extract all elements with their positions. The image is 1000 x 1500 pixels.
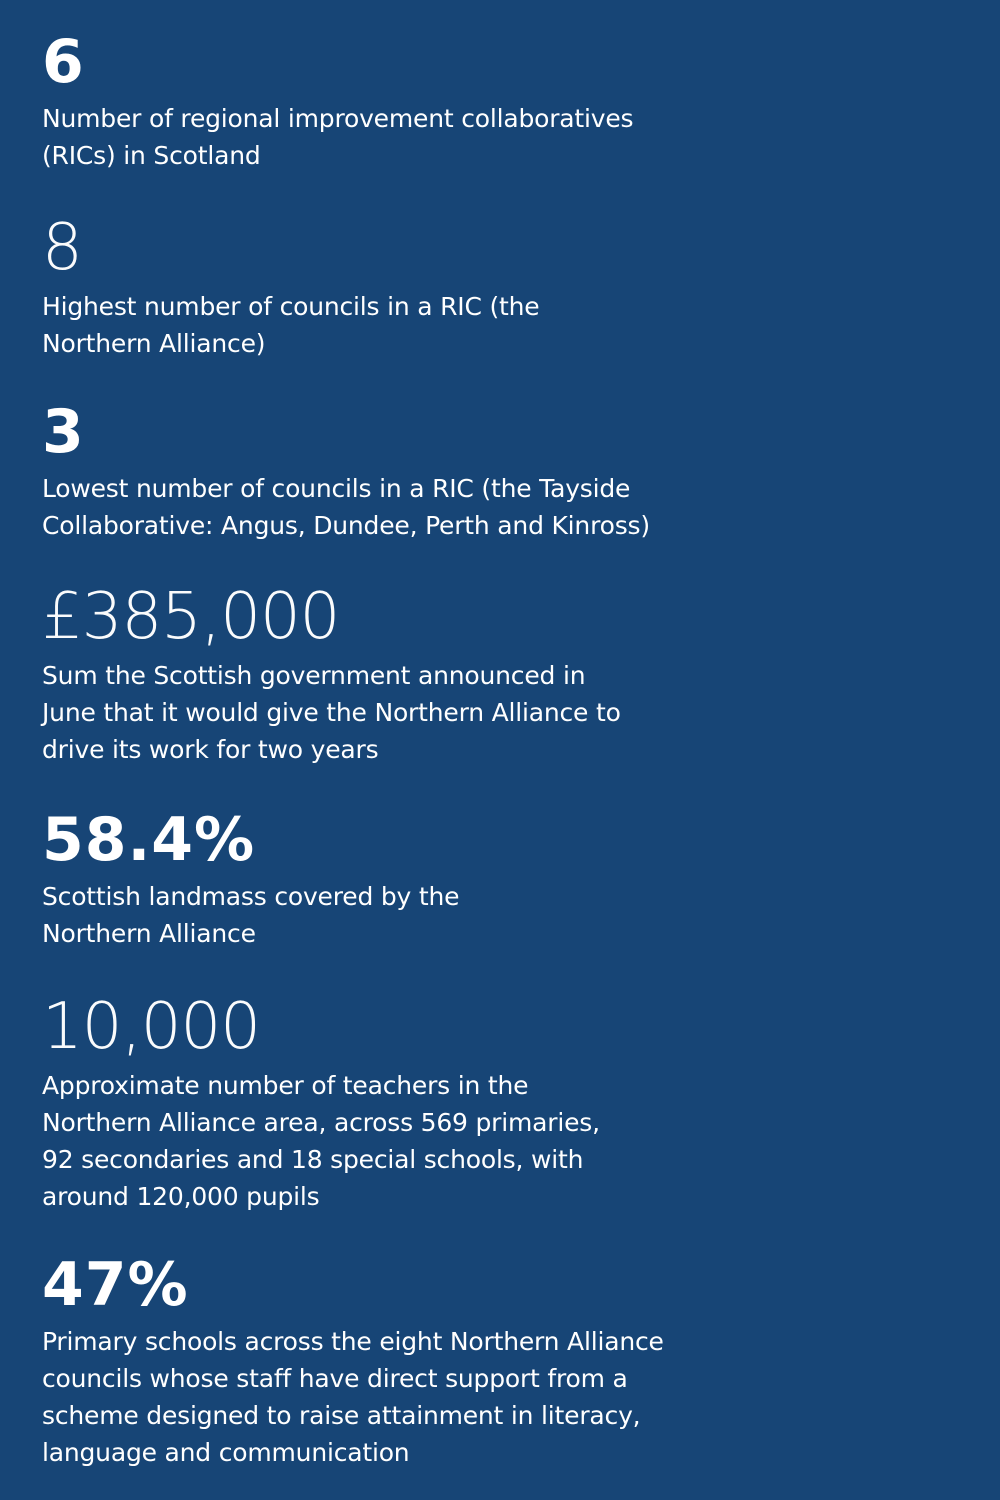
stat-primary-schools bbox=[42, 1250, 682, 1471]
stat-description: Approximate number of teachers in the Northern Alliance area, across 569 primaries, 92 secondaries and 18 special schools, with around 120,000 pupils bbox=[42, 1071, 600, 1211]
stat-value: 10,000 bbox=[42, 990, 260, 1064]
stat-teachers bbox=[42, 990, 682, 1215]
stat-value: 6 bbox=[42, 27, 85, 97]
stat-description: Number of regional improvement collaboratives (RICs) in Scotland bbox=[42, 104, 634, 170]
stat-landmass bbox=[42, 805, 682, 952]
stat-description: Scottish landmass covered by the Northern Alliance bbox=[42, 882, 460, 948]
stat-value: £385,000 bbox=[42, 580, 340, 654]
stat-lowest-councils bbox=[42, 397, 682, 544]
stat-value: 3 bbox=[42, 397, 85, 467]
stat-description: Lowest number of councils in a RIC (the Tayside Collaborative: Angus, Dundee, Perth and Kinross) bbox=[42, 474, 650, 540]
stat-description: Highest number of councils in a RIC (the Northern Alliance) bbox=[42, 292, 540, 358]
stat-ric-count bbox=[42, 27, 682, 174]
stat-description: Primary schools across the eight Northern Alliance councils whose staff have direct support from a scheme designed to raise attainment in literacy, language and communication bbox=[42, 1327, 664, 1467]
stat-value: 8 bbox=[42, 211, 82, 285]
stat-funding-sum bbox=[42, 580, 682, 768]
stat-description: Sum the Scottish government announced in June that it would give the Northern Alliance to drive its work for two years bbox=[42, 661, 621, 764]
stat-highest-councils bbox=[42, 211, 682, 362]
stat-value: 47% bbox=[42, 1250, 189, 1320]
stat-value: 58.4% bbox=[42, 805, 256, 875]
